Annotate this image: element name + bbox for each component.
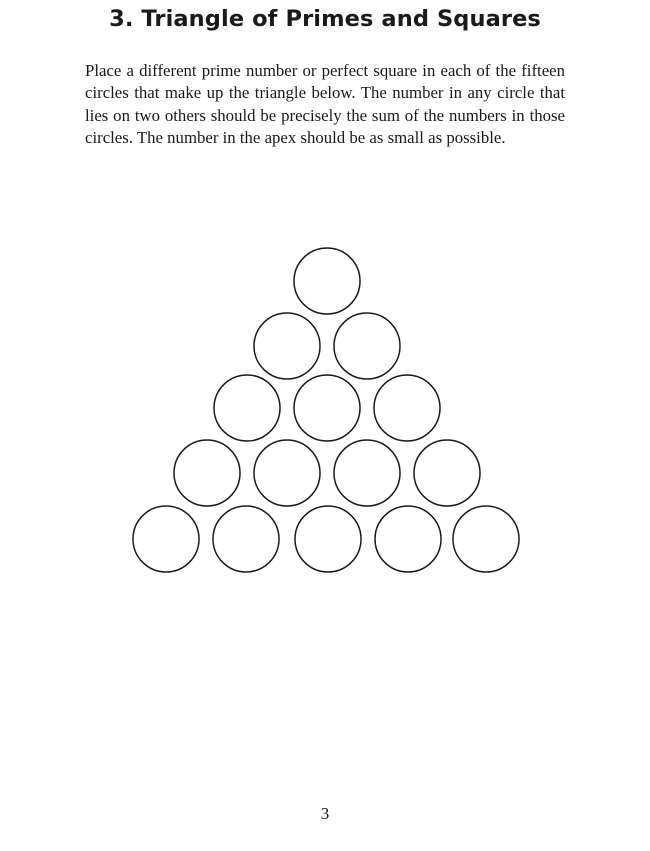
page-title: 3. Triangle of Primes and Squares (109, 6, 541, 32)
circle-row4-3[interactable] (334, 440, 400, 506)
puzzle-instructions: Place a different prime number or perfect square in each of the fifteen circles that make up the triangle below. The number in any circle that lies on two others should be precisely the sum of the numbers in those circles. The number in the apex should be as small as possible. (85, 61, 565, 148)
circle-row3-2[interactable] (294, 375, 360, 441)
circle-row5-1[interactable] (133, 506, 199, 572)
circle-row2-2[interactable] (334, 313, 400, 379)
circle-row3-1[interactable] (214, 375, 280, 441)
circle-row5-5[interactable] (453, 506, 519, 572)
circle-row5-2[interactable] (213, 506, 279, 572)
circle-row4-2[interactable] (254, 440, 320, 506)
circle-row2-1[interactable] (254, 313, 320, 379)
circle-row4-1[interactable] (174, 440, 240, 506)
circle-row5-4[interactable] (375, 506, 441, 572)
circle-row4-4[interactable] (414, 440, 480, 506)
circle-apex[interactable] (294, 248, 360, 314)
circle-row3-3[interactable] (374, 375, 440, 441)
page-number: 3 (320, 804, 330, 823)
circle-row5-3[interactable] (295, 506, 361, 572)
